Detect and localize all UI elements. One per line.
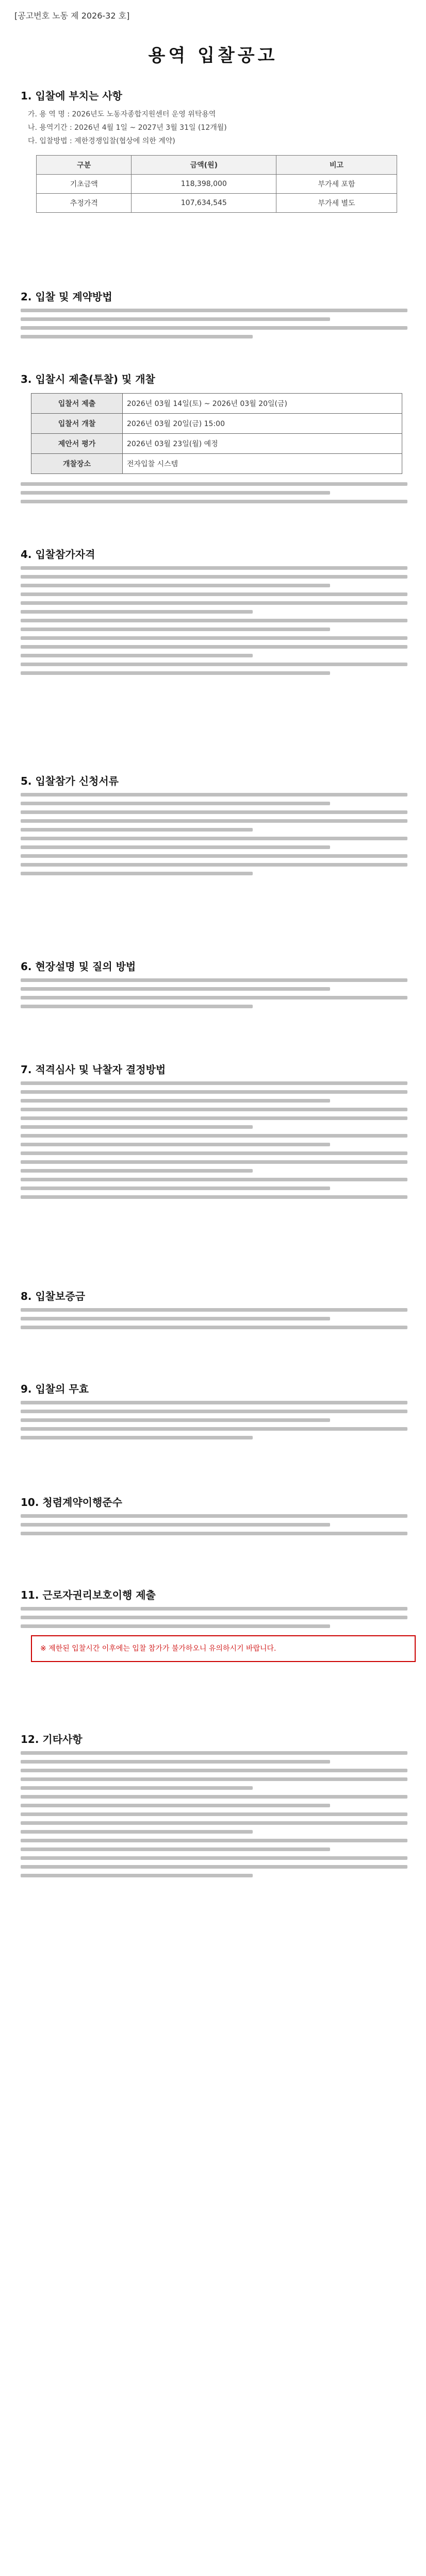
important-notice: ※ 제한된 입찰시간 이후에는 입찰 참가가 불가하오니 유의하시기 바랍니다. [31, 1635, 416, 1662]
text-line [21, 1607, 407, 1611]
section-heading: 2. 입찰 및 계약방법 [21, 291, 112, 303]
section-3 [21, 371, 407, 509]
text-line [21, 1143, 330, 1146]
text-line [21, 1874, 253, 1877]
text-line [21, 610, 253, 614]
table-cell: 118,398,000 [132, 175, 276, 194]
text-line [21, 1090, 407, 1094]
document-title: 용역 입찰공고 [148, 45, 278, 66]
table-row [37, 194, 397, 213]
table-row [37, 175, 397, 194]
text-line [21, 1187, 330, 1190]
text-line [21, 317, 330, 321]
text-line [21, 1108, 407, 1111]
section-2 [21, 289, 407, 344]
text-line [21, 1514, 407, 1518]
table-header: 비고 [276, 156, 397, 175]
text-line [21, 628, 330, 631]
text-line [21, 1410, 407, 1413]
schedule-key: 입찰서 제출 [31, 394, 123, 414]
schedule-value: 전자입찰 시스템 [123, 454, 402, 474]
section-heading: 1. 입찰에 부치는 사항 [21, 90, 122, 102]
text-line [21, 482, 407, 486]
text-line [21, 845, 330, 849]
text-line [21, 1769, 407, 1772]
table-row [31, 414, 402, 434]
section-heading: 8. 입찰보증금 [21, 1290, 86, 1302]
text-line [21, 619, 407, 622]
section-heading: 4. 입찰참가자격 [21, 548, 95, 561]
section-heading: 12. 기타사항 [21, 1733, 83, 1745]
section-heading: 11. 근로자권리보호이행 제출 [21, 1589, 156, 1601]
text-line [21, 1134, 407, 1138]
text-line [21, 1812, 407, 1816]
text-line [21, 1427, 407, 1431]
table-cell: 부가세 포함 [276, 175, 397, 194]
text-line [21, 1317, 330, 1320]
section-heading: 5. 입찰참가 신청서류 [21, 775, 119, 787]
text-line [21, 1616, 407, 1619]
schedule-key: 입찰서 개찰 [31, 414, 123, 434]
text-line [21, 1326, 407, 1329]
section-heading: 6. 현장설명 및 질의 방법 [21, 960, 136, 973]
text-line [21, 1160, 407, 1164]
table-cell: 107,634,545 [132, 194, 276, 213]
text-line [21, 326, 407, 330]
section-7 [21, 1061, 407, 1204]
text-line [21, 1116, 407, 1120]
text-line [21, 671, 330, 675]
text-line [21, 1760, 330, 1764]
text-line [21, 1099, 330, 1103]
table-cell: 기초금액 [37, 175, 132, 194]
text-line [21, 1125, 253, 1129]
text-line [21, 1418, 330, 1422]
section-heading: 7. 적격심사 및 낙찰자 결정방법 [21, 1063, 166, 1076]
text-line [21, 500, 407, 503]
section-item: 가. 용 역 명 : 2026년도 노동자종합지원센터 운영 위탁용역 [28, 110, 216, 118]
text-line [21, 1839, 407, 1842]
text-line [21, 1865, 407, 1869]
text-line [21, 1751, 407, 1755]
table-row [31, 434, 402, 454]
text-line [21, 837, 407, 840]
text-line [21, 854, 407, 858]
text-line [21, 793, 407, 796]
text-line [21, 1195, 407, 1199]
section-5 [21, 773, 407, 880]
text-line [21, 1151, 407, 1155]
schedule-key: 제안서 평가 [31, 434, 123, 454]
table-cell: 부가세 별도 [276, 194, 397, 213]
section-10 [21, 1494, 407, 1540]
section-6 [21, 958, 407, 1013]
text-line [21, 1804, 330, 1807]
schedule-value: 2026년 03월 23일(월) 예정 [123, 434, 402, 454]
table-cell: 추정가격 [37, 194, 132, 213]
text-line [21, 601, 407, 605]
text-line [21, 592, 407, 596]
text-line [21, 1178, 407, 1181]
text-line [21, 1523, 330, 1527]
text-line [21, 1786, 253, 1790]
text-line [21, 810, 407, 814]
schedule-value: 2026년 03월 20일(금) 15:00 [123, 414, 402, 434]
text-line [21, 828, 253, 832]
section-heading: 10. 청렴계약이행준수 [21, 1496, 122, 1509]
text-line [21, 1830, 253, 1834]
table-row [31, 454, 402, 474]
text-line [21, 1532, 407, 1535]
section-item: 나. 용역기간 : 2026년 4월 1일 ~ 2027년 3월 31일 (12개월) [28, 124, 227, 132]
section-heading: 9. 입찰의 무효 [21, 1383, 89, 1395]
schedule-value: 2026년 03월 14일(토) ~ 2026년 03월 20일(금) [123, 394, 402, 414]
text-line [21, 1848, 330, 1851]
schedule-table [31, 393, 402, 474]
section-item: 다. 입찰방법 : 제한경쟁입찰(협상에 의한 계약) [28, 137, 175, 145]
text-line [21, 802, 330, 805]
text-line [21, 1308, 407, 1312]
text-line [21, 978, 407, 982]
schedule-key: 개찰장소 [31, 454, 123, 474]
text-line [21, 645, 407, 649]
text-line [21, 335, 253, 338]
text-line [21, 636, 407, 640]
section-4 [21, 546, 407, 680]
table-row [31, 394, 402, 414]
text-line [21, 1856, 407, 1860]
table-header: 금액(원) [132, 156, 276, 175]
text-line [21, 1401, 407, 1404]
text-line [21, 1081, 407, 1085]
text-line [21, 1169, 253, 1173]
section-9 [21, 1381, 407, 1445]
budget-table [36, 155, 397, 213]
section-1 [21, 88, 407, 213]
section-heading: 3. 입찰시 제출(투찰) 및 개찰 [21, 373, 155, 385]
text-line [21, 584, 330, 587]
text-line [21, 663, 407, 666]
text-line [21, 575, 407, 579]
section-8 [21, 1288, 407, 1334]
text-line [21, 309, 407, 312]
text-line [21, 1624, 330, 1628]
table-header: 구분 [37, 156, 132, 175]
text-line [21, 1436, 253, 1439]
text-line [21, 819, 407, 823]
text-line [21, 566, 407, 570]
section-12 [21, 1731, 407, 1883]
text-line [21, 1795, 407, 1799]
text-line [21, 1821, 407, 1825]
text-line [21, 872, 253, 875]
text-line [21, 996, 407, 999]
text-line [21, 987, 330, 991]
text-line [21, 863, 407, 867]
text-line [21, 654, 253, 657]
text-line [21, 1005, 253, 1008]
text-line [21, 491, 330, 495]
text-line [21, 1777, 407, 1781]
section-11 [21, 1587, 407, 1662]
notice-number: [공고번호 노동 제 2026-32 호] [14, 11, 130, 21]
